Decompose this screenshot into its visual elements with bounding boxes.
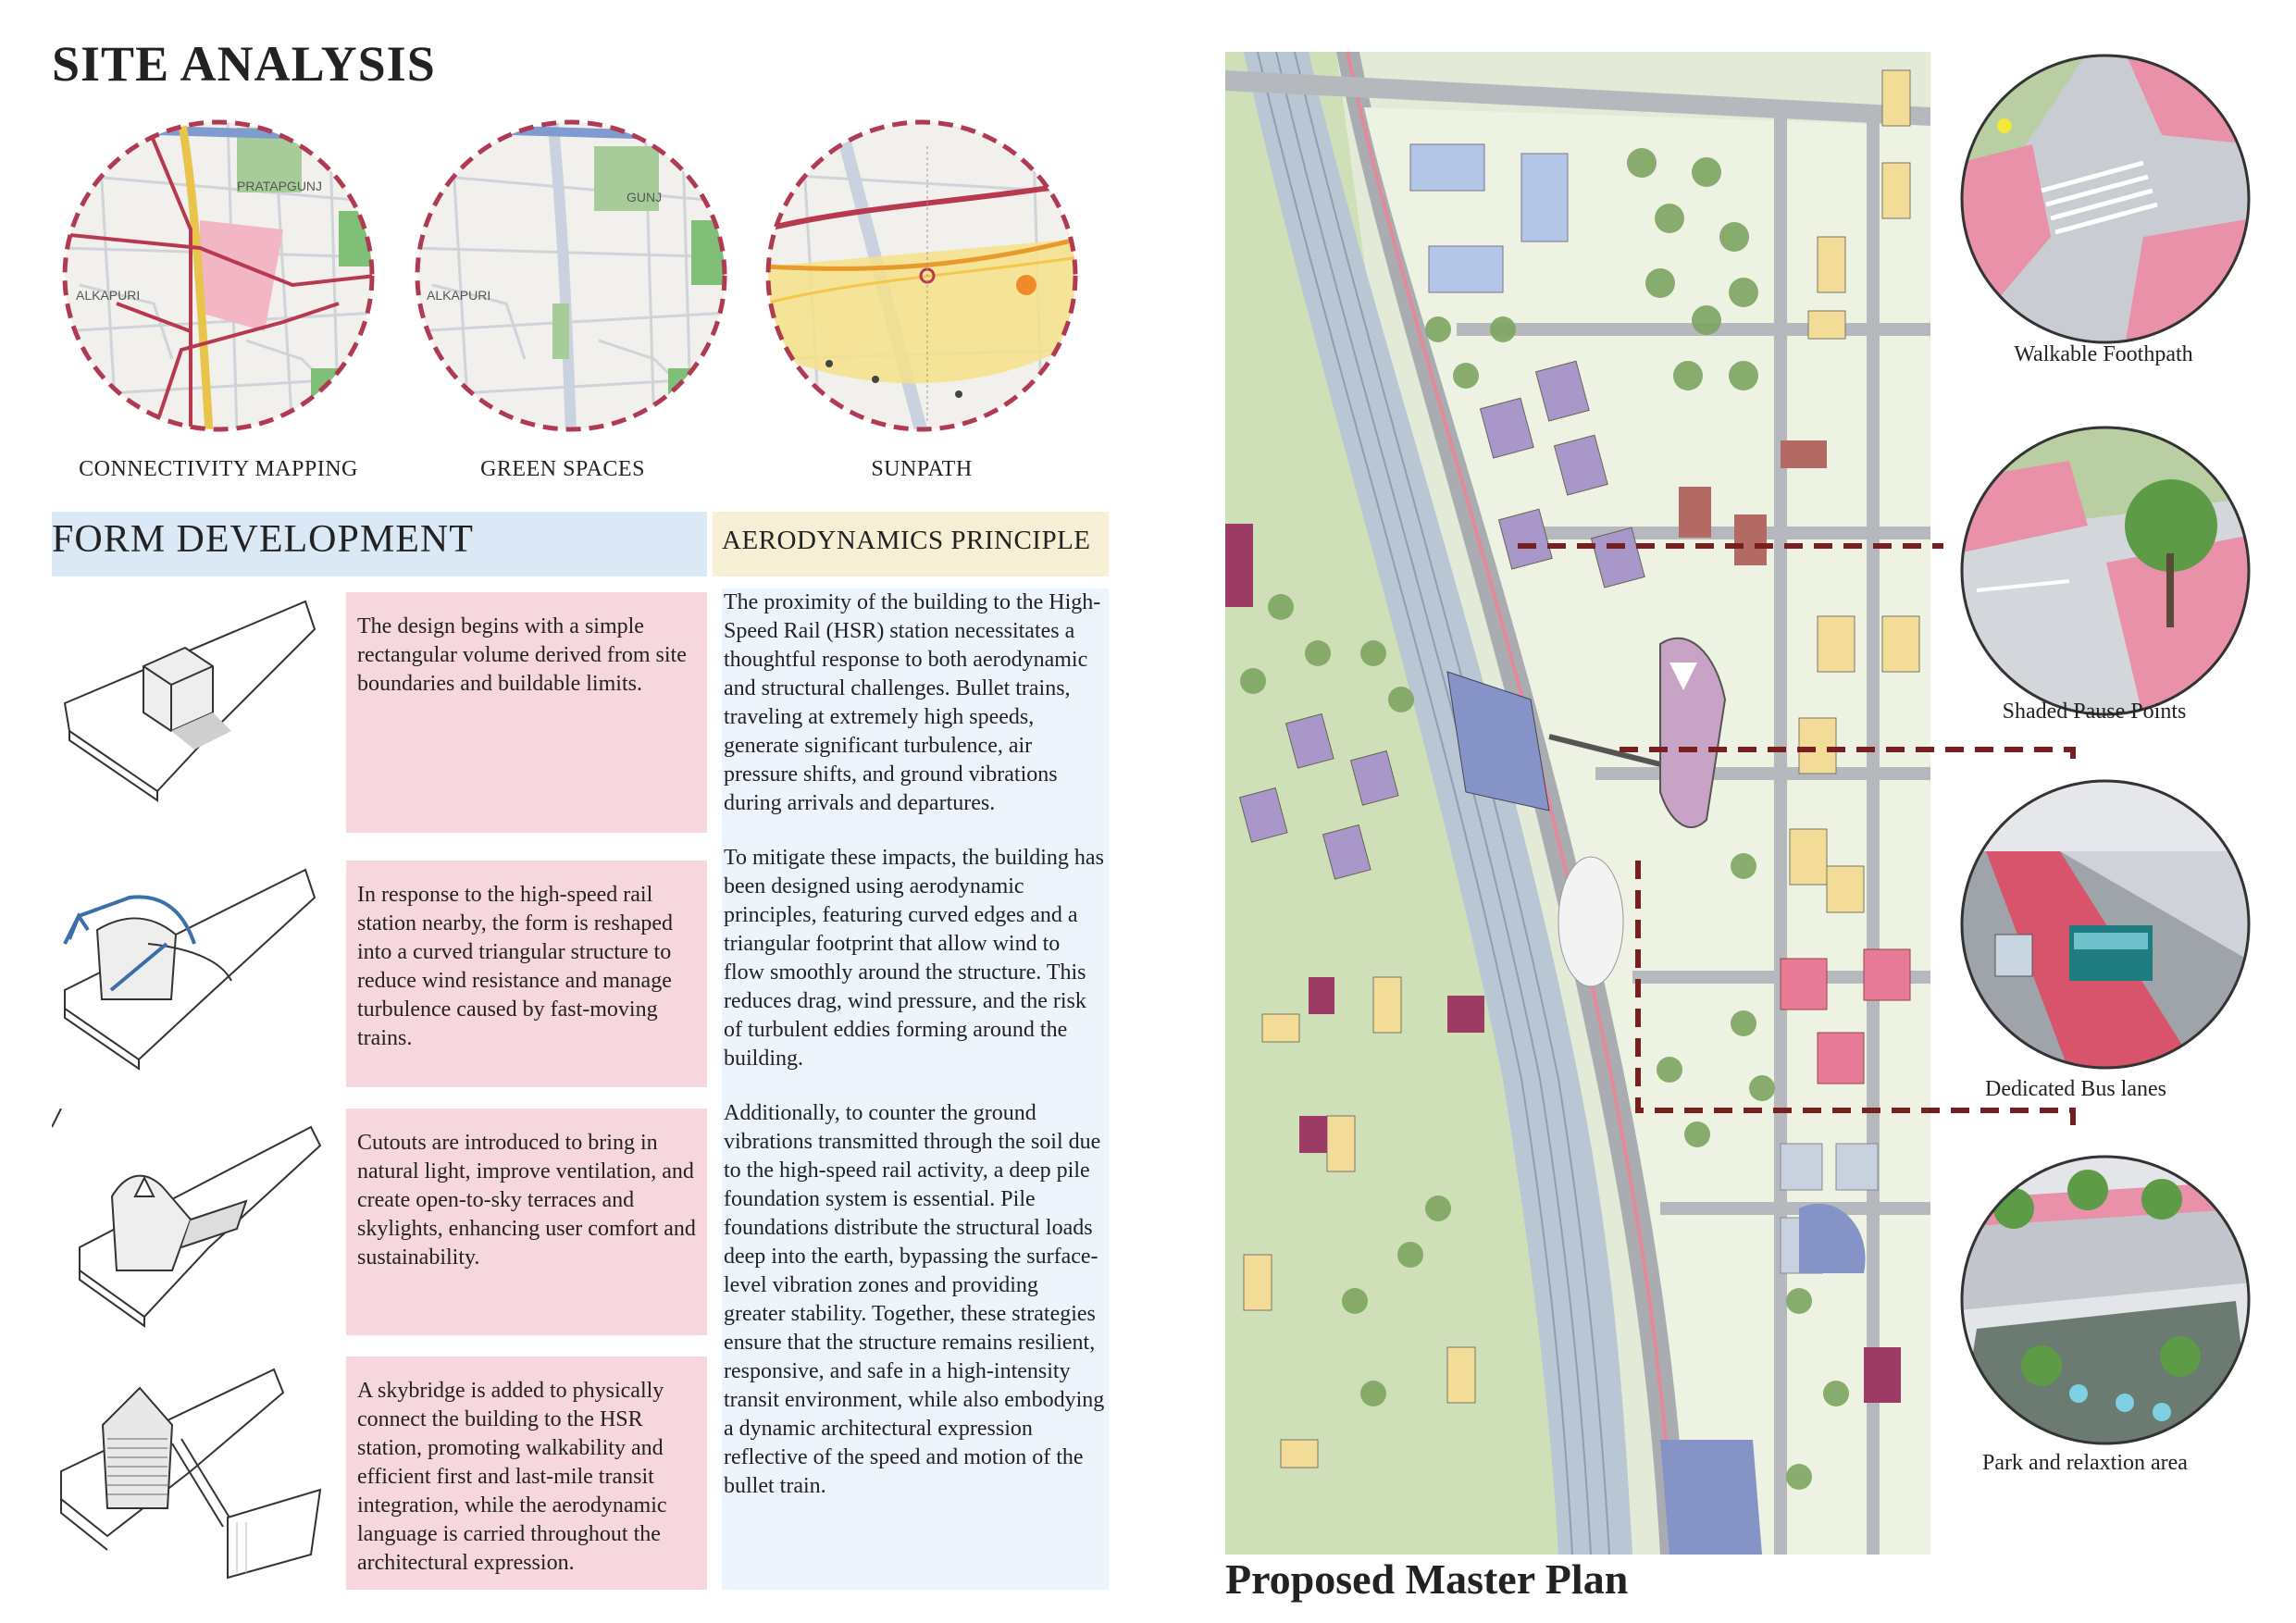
form-step-4-box: [346, 1357, 707, 1590]
form-sketch-1: [56, 592, 333, 805]
connectivity-mapping-label: CONNECTIVITY MAPPING: [79, 457, 358, 481]
map-label-gunj: GUNJ: [627, 190, 663, 204]
form-step-4-text: A skybridge is added to physically connect the building to the HSR station, promoting walkability and efficient first and last-mile transit integration, while the aerodynamic language is carried throughout the architectural expression.: [357, 1379, 667, 1575]
dedicated-bus-lanes-label: Dedicated Bus lanes: [1985, 1077, 2166, 1101]
aerodynamics-text-column: [722, 588, 1109, 1590]
aerodynamics-paragraph-3: Additionally, to counter the ground vibrations transmitted through the soil due to the high-speed rail activity, a deep pile foundation system is essential. Pile foundations distribute the structural loads deep into the earth, bypassing the surface-level vibration zones and providing greater stability. Together, these strategies ensure that the structure remains resilient, responsive, and safe in a high-intensity transit environment, while also embodying a dynamic architectural expression reflective of the speed and motion of the bullet train.: [724, 1101, 1105, 1498]
form-step-1-text: The design begins with a simple rectangular volume derived from site boundaries and buildable limits.: [357, 614, 687, 696]
form-sketch-3: [52, 1109, 329, 1331]
connectivity-map: [61, 118, 376, 433]
map-label-alkapuri-2: ALKAPURI: [427, 288, 491, 303]
form-step-3-text: Cutouts are introduced to bring in natural light, improve ventilation, and create open-to-sky terraces and skylights, enhancing user comfort and sustainability.: [357, 1131, 696, 1270]
green-spaces-label: GREEN SPACES: [480, 457, 645, 481]
aerodynamics-paragraph-2: To mitigate these impacts, the building has been designed using aerodynamic principles, featuring curved edges and a triangular footprint that allow wind to flow smoothly around the structure. This reduces drag, wind pressure, and the risk of turbulent eddies forming around the building.: [724, 846, 1104, 1071]
page-title: SITE ANALYSIS: [52, 36, 436, 92]
form-development-banner: [52, 512, 707, 576]
master-plan-title: Proposed Master Plan: [1225, 1555, 1629, 1603]
aerodynamics-banner: [713, 512, 1109, 576]
form-development-heading: FORM DEVELOPMENT: [52, 518, 474, 561]
map-label-alkapuri: ALKAPURI: [76, 288, 141, 303]
sunpath-label: SUNPATH: [871, 457, 973, 481]
form-sketch-2: [56, 861, 333, 1073]
form-sketch-4: [52, 1351, 329, 1582]
vignette-dedicated-bus-lanes: [1958, 777, 2253, 1072]
form-step-1-box: [346, 592, 707, 833]
aerodynamics-heading: AERODYNAMICS PRINCIPLE: [722, 526, 1091, 555]
sunpath-map: [764, 118, 1079, 433]
form-step-3-box: [346, 1109, 707, 1335]
form-step-2-text: In response to the high-speed rail station nearby, the form is reshaped into a curved triangular structure to reduce wind resistance and manage turbulence caused by fast-moving trains.: [357, 883, 674, 1050]
walkable-footpath-label: Walkable Foothpath: [2014, 342, 2193, 366]
shaded-pause-points-label: Shaded Pause Points: [2002, 700, 2187, 724]
green-spaces-map: [414, 118, 728, 433]
form-step-2-box: [346, 861, 707, 1087]
park-relaxation-label: Park and relaxtion area: [1982, 1451, 2188, 1475]
vignette-park-relaxation: [1958, 1153, 2253, 1447]
vignette-shaded-pause-points: [1958, 424, 2253, 718]
aerodynamics-paragraph-1: The proximity of the building to the High-Speed Rail (HSR) station necessitates a thoughtful response to both aerodynamic and structural challenges. Bullet trains, traveling at extremely high speeds, generate significant turbulence, air pressure shifts, and ground vibrations during arrivals and departures.: [724, 590, 1101, 815]
map-label-pratapgunj: PRATAPGUNJ: [237, 179, 323, 193]
vignette-walkable-footpath: [1958, 52, 2253, 346]
